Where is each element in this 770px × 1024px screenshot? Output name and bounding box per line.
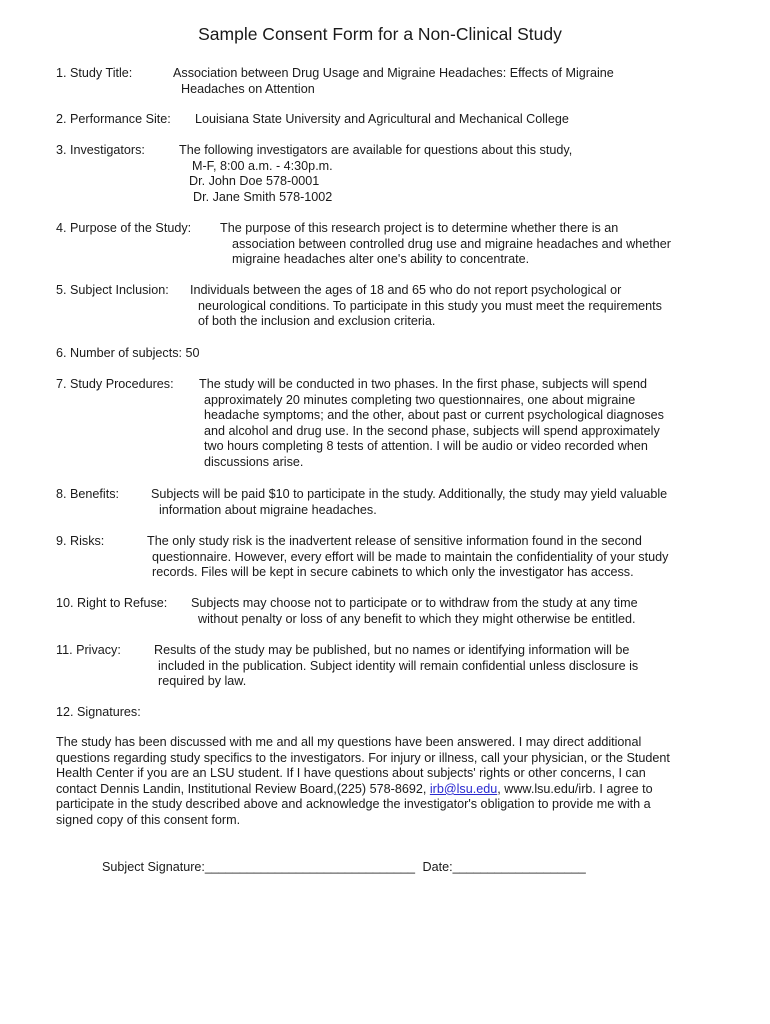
risks-line: The only study risk is the inadvertent release of sensitive information found in the second — [147, 534, 642, 548]
subject-signature-field[interactable]: ______________________________ — [204, 860, 416, 874]
performance-site-text: Louisiana State University and Agricultural and Mechanical College — [195, 112, 569, 126]
signature-line — [102, 860, 586, 876]
irb-email-link[interactable]: irb@lsu.edu — [429, 781, 498, 796]
study-procedures-line: discussions arise. — [204, 454, 304, 469]
consent-statement-line: Health Center if you are an LSU student. If I have questions about subjects' rights or other concerns, I can — [56, 766, 646, 781]
privacy-line: Results of the study may be published, but no names or identifying information will be — [154, 643, 630, 657]
subject-inclusion-line: of both the inclusion and exclusion criteria. — [198, 314, 436, 329]
study-procedures-line: two hours completing 8 tests of attention. I will be audio or video recorded when — [204, 439, 648, 454]
purpose-line: association between controlled drug use and migraine headaches and whether — [232, 236, 671, 251]
study-procedures-line: and alcohol and drug use. In the second phase, subjects will spend approximately — [204, 423, 660, 438]
benefits-line: Subjects will be paid $10 to participate in the study. Additionally, the study may yield valuable — [151, 487, 668, 501]
right-to-refuse-line: without penalty or loss of any benefit to which they might otherwise be entitled. — [198, 611, 636, 626]
study-procedures-label: 7. Study Procedures: — [56, 377, 174, 391]
privacy-label: 11. Privacy: — [56, 643, 121, 657]
date-field[interactable]: ___________________ — [452, 860, 586, 874]
risks-line: questionnaire. However, every effort will be made to maintain the confidentiality of your study — [152, 549, 669, 564]
risks-label: 9. Risks: — [56, 534, 105, 548]
study-procedures-line: The study will be conducted in two phases. In the first phase, subjects will spend — [199, 377, 648, 391]
contact-text-tail: , www.lsu.edu/irb. I agree to — [497, 781, 653, 796]
consent-statement — [56, 735, 716, 829]
consent-statement-line: questions regarding study specifics to the investigators. For injury or illness, call your physician, or the Student — [56, 750, 670, 765]
investigators-label: 3. Investigators: — [56, 143, 145, 157]
number-of-subjects-label: 6. Number of subjects: 50 — [56, 346, 200, 360]
performance-site-label: 2. Performance Site: — [56, 112, 171, 126]
purpose-line: The purpose of this research project is to determine whether there is an — [220, 221, 619, 235]
consent-statement-line: The study has been discussed with me and all my questions have been answered. I may direct additional — [56, 735, 642, 749]
purpose-line: migraine headaches alter one's ability to concentrate. — [232, 252, 530, 267]
contact-text: contact Dennis Landin, Institutional Review Board,(225) 578-8692, — [56, 781, 430, 796]
benefits-label: 8. Benefits: — [56, 487, 120, 501]
signatures-label: 12. Signatures: — [56, 705, 141, 719]
privacy-line: required by law. — [158, 674, 247, 689]
consent-statement-line — [56, 782, 716, 798]
investigators-hours: M-F, 8:00 a.m. - 4:30p.m. — [192, 158, 333, 173]
study-title-line: Association between Drug Usage and Migraine Headaches: Effects of Migraine — [173, 66, 614, 80]
consent-statement-line: signed copy of this consent form. — [56, 812, 241, 827]
subject-inclusion-line: neurological conditions. To participate in this study you must meet the requirements — [198, 298, 662, 313]
subject-signature-label: Subject Signature: — [102, 860, 205, 874]
subject-inclusion-line: Individuals between the ages of 18 and 65 who do not report psychological or — [190, 283, 622, 297]
benefits-line: information about migraine headaches. — [159, 502, 377, 517]
subject-inclusion-label: 5. Subject Inclusion: — [56, 283, 169, 297]
date-label: Date: — [422, 860, 453, 874]
investigators-line: The following investigators are available for questions about this study, — [179, 143, 573, 157]
right-to-refuse-label: 10. Right to Refuse: — [56, 596, 168, 610]
investigator-contact: Dr. Jane Smith 578-1002 — [193, 189, 333, 204]
right-to-refuse-line: Subjects may choose not to participate or to withdraw from the study at any time — [191, 596, 638, 610]
consent-statement-line: participate in the study described above and acknowledge the investigator's obligation to provide me with a — [56, 797, 651, 812]
privacy-line: included in the publication. Subject identity will remain confidential unless disclosure is — [158, 658, 639, 673]
form-title: Sample Consent Form for a Non-Clinical Study — [198, 24, 562, 44]
risks-line: records. Files will be kept in secure cabinets to which only the investigator has access. — [152, 565, 634, 580]
study-procedures-line: headache symptoms; and the other, about past or current psychological diagnoses — [204, 408, 664, 423]
study-title-line: Headaches on Attention — [181, 81, 315, 96]
study-title-label: 1. Study Title: — [56, 66, 133, 80]
investigator-contact: Dr. John Doe 578-0001 — [189, 174, 320, 189]
purpose-label: 4. Purpose of the Study: — [56, 221, 192, 235]
study-procedures-line: approximately 20 minutes completing two questionnaires, one about migraine — [204, 392, 636, 407]
